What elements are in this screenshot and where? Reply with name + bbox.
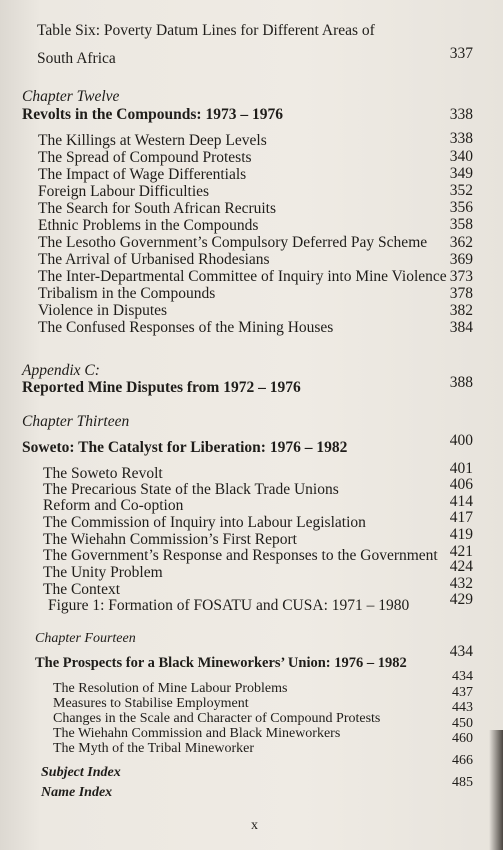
chapter12-label: Chapter Twelve: [22, 88, 120, 105]
toc-entry: The Lesotho Government’s Compulsory Deferred Pay Scheme: [38, 234, 428, 251]
toc-entry-page: 414: [449, 493, 473, 510]
table-six-line1: Table Six: Poverty Datum Lines for Different Areas of: [37, 22, 375, 39]
chapter12-title: Revolts in the Compounds: 1973 – 1976: [22, 106, 283, 123]
chapter13-title: Soweto: The Catalyst for Liberation: 1976 – 1982: [22, 439, 348, 456]
toc-entry-page: 450: [452, 716, 473, 731]
table-six-page: 337: [449, 45, 473, 62]
chapter14-page: 434: [449, 643, 473, 660]
toc-entry-page: 443: [452, 700, 473, 715]
toc-entry-page: 432: [449, 575, 473, 592]
toc-entry-page: 417: [449, 509, 473, 526]
toc-entry-page: 437: [452, 685, 473, 700]
toc-entry-page: 338: [449, 130, 473, 147]
toc-entry-page: 362: [449, 234, 473, 251]
toc-entry: Reform and Co-option: [43, 497, 184, 514]
toc-entry: The Government’s Response and Responses to the Government: [43, 547, 438, 564]
toc-entry: The Arrival of Urbanised Rhodesians: [38, 251, 270, 268]
toc-entry: The Myth of the Tribal Mineworker: [53, 741, 255, 756]
toc-entry-page: 401: [449, 460, 473, 477]
appendix-c-page: 388: [449, 374, 473, 391]
chapter14-title: The Prospects for a Black Mineworkers’ Union: 1976 – 1982: [35, 655, 407, 671]
toc-entry: Ethnic Problems in the Compounds: [38, 217, 259, 234]
toc-entry-page: 352: [449, 182, 473, 199]
toc-entry-page: 406: [449, 476, 473, 493]
appendix-c-title: Reported Mine Disputes from 1972 – 1976: [22, 379, 301, 396]
toc-entry: The Resolution of Mine Labour Problems: [53, 681, 288, 696]
toc-entry: Violence in Disputes: [38, 302, 168, 319]
toc-entry-page: 429: [449, 591, 473, 608]
toc-entry-page: 373: [449, 268, 473, 285]
toc-entry-page: 369: [449, 251, 473, 268]
toc-entry: The Soweto Revolt: [43, 465, 163, 482]
chapter12-page: 338: [449, 106, 473, 123]
toc-entry: The Inter-Departmental Committee of Inquiry into Mine Violence: [38, 268, 447, 285]
chapter13-page: 400: [449, 432, 473, 449]
toc-entry: The Spread of Compound Protests: [38, 149, 252, 166]
toc-entry: The Confused Responses of the Mining Houses: [38, 319, 334, 336]
toc-entry-page: 424: [449, 558, 473, 575]
table-six-line2: South Africa: [37, 50, 116, 67]
toc-entry-page: 421: [449, 543, 473, 560]
toc-entry: Figure 1: Formation of FOSATU and CUSA: 1971 – 1980: [48, 597, 410, 614]
toc-entry-page: 340: [449, 148, 473, 165]
toc-entry: The Impact of Wage Differentials: [38, 166, 247, 183]
toc-entry: Measures to Stabilise Employment: [53, 696, 249, 711]
chapter13-label: Chapter Thirteen: [22, 413, 130, 430]
page-shadow-edge: [489, 730, 503, 850]
name-index-label: Name Index: [41, 785, 113, 800]
toc-entry: The Search for South African Recruits: [38, 200, 277, 217]
toc-entry-page: 419: [449, 526, 473, 543]
subject-index-label: Subject Index: [41, 765, 121, 780]
toc-entry: The Commission of Inquiry into Labour Legislation: [43, 514, 366, 531]
appendix-c-label: Appendix C:: [22, 362, 100, 379]
toc-entry: The Unity Problem: [43, 564, 163, 581]
toc-entry: The Wiehahn Commission and Black Mineworkers: [53, 726, 341, 741]
toc-entry: The Context: [43, 581, 121, 598]
toc-entry-page: 434: [452, 669, 473, 684]
name-index-page: 485: [452, 775, 473, 790]
toc-entry-page: 358: [449, 216, 473, 233]
subject-index-page: 466: [452, 753, 473, 768]
toc-entry: Tribalism in the Compounds: [38, 285, 216, 302]
toc-entry-page: 349: [449, 165, 473, 182]
chapter14-label: Chapter Fourteen: [35, 631, 136, 646]
toc-entry-page: 378: [449, 285, 473, 302]
toc-entry: The Precarious State of the Black Trade Unions: [43, 481, 339, 498]
toc-entry-page: 384: [449, 319, 473, 336]
toc-entry: The Wiehahn Commission’s First Report: [43, 531, 297, 548]
toc-entry: Changes in the Scale and Character of Compound Protests: [53, 711, 381, 726]
toc-entry-page: 382: [449, 302, 473, 319]
toc-entry-page: 356: [449, 199, 473, 216]
toc-entry: The Killings at Western Deep Levels: [38, 132, 267, 149]
toc-entry: Foreign Labour Difficulties: [38, 183, 210, 200]
toc-entry-page: 460: [452, 731, 473, 746]
page-folio: x: [251, 818, 258, 833]
